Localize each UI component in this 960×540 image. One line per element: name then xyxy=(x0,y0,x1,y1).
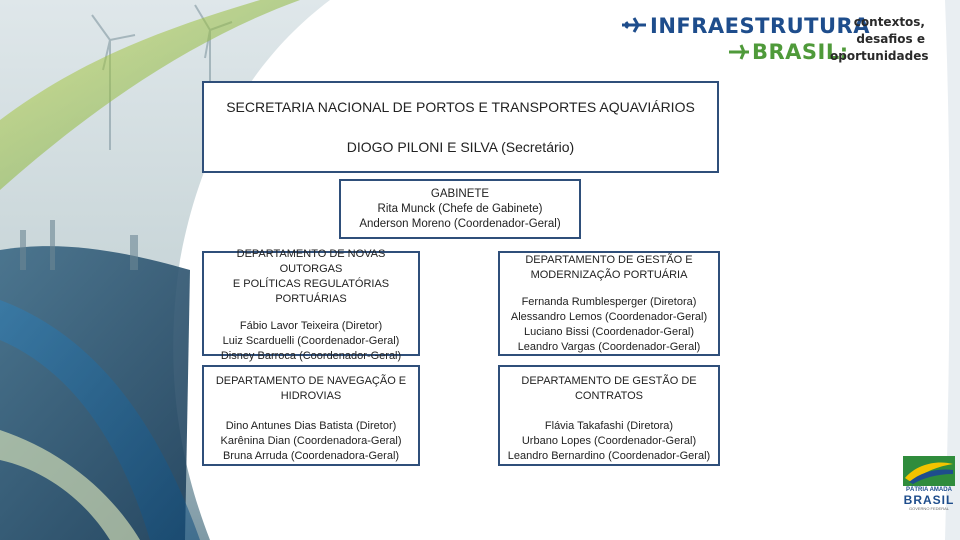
department-name-line: E POLÍTICAS REGULATÓRIAS xyxy=(232,278,390,290)
department-name-line: DEPARTAMENTO DE NOVAS OUTORGAS xyxy=(236,248,386,275)
person: Leandro Bernardino (Coordenador-Geral) xyxy=(507,450,711,462)
department-people xyxy=(500,419,718,464)
tagline-line: contextos, xyxy=(853,15,925,29)
department-name-line: PORTUÁRIAS xyxy=(275,293,347,305)
gabinete-chief: Rita Munck (Chefe de Gabinete) xyxy=(377,203,543,215)
government-logo-line1: PÁTRIA AMADA xyxy=(906,487,952,493)
person: Disney Barroca (Coordenador-Geral) xyxy=(220,350,402,362)
person: Urbano Lopes (Coordenador-Geral) xyxy=(521,435,697,447)
department-name xyxy=(204,374,418,404)
person: Alessandro Lemos (Coordenador-Geral) xyxy=(510,311,708,323)
secretariat-head: DIOGO PILONI E SILVA (Secretário) xyxy=(346,139,575,155)
plus-leaf-icon xyxy=(727,42,751,62)
person-director: Fábio Lavor Teixeira (Diretor) xyxy=(239,320,383,332)
department-name-line: DEPARTAMENTO DE NAVEGAÇÃO E xyxy=(215,375,407,387)
person-director: Dino Antunes Dias Batista (Diretor) xyxy=(225,420,397,432)
gabinete-title: GABINETE xyxy=(430,188,490,200)
person-director: Flávia Takafashi (Diretora) xyxy=(544,420,674,432)
flag-swoosh-icon xyxy=(903,456,955,486)
gabinete-coordinator: Anderson Moreno (Coordenador-Geral) xyxy=(359,218,561,230)
department-name-line: CONTRATOS xyxy=(574,390,644,402)
person: Leandro Vargas (Coordenador-Geral) xyxy=(517,341,701,353)
airplane-icon xyxy=(620,15,648,35)
logo-line1: INFRAESTRUTURA xyxy=(650,14,870,38)
tagline-line: oportunidades xyxy=(830,49,929,63)
department-box-new-concessions xyxy=(202,248,420,362)
department-box-contracts xyxy=(498,365,720,466)
logo-line2: BRASIL: xyxy=(752,40,849,64)
department-box-navigation xyxy=(202,365,420,466)
department-people xyxy=(204,419,418,464)
person: Luciano Bissi (Coordenador-Geral) xyxy=(524,326,694,338)
gabinete-box xyxy=(339,179,581,239)
government-logo-line3: GOVERNO FEDERAL xyxy=(908,506,949,511)
secretariat-box xyxy=(202,81,719,173)
department-name-line: HIDROVIAS xyxy=(280,390,342,402)
person: Karênina Dian (Coordenadora-Geral) xyxy=(220,435,402,447)
department-people xyxy=(500,295,718,355)
government-logo xyxy=(903,456,955,510)
tagline-line: desafios e xyxy=(856,32,925,46)
logo-tagline xyxy=(830,14,929,65)
government-logo-line2: BRASIL xyxy=(903,493,955,507)
person: Bruna Arruda (Coordenadora-Geral) xyxy=(222,450,400,462)
person-director: Fernanda Rumblesperger (Diretora) xyxy=(521,296,697,308)
department-name-line: DEPARTAMENTO DE GESTÃO DE xyxy=(521,375,697,387)
department-name xyxy=(500,253,718,283)
department-name-line: DEPARTAMENTO DE GESTÃO E xyxy=(525,254,693,266)
department-box-port-management xyxy=(498,251,720,356)
department-name xyxy=(500,374,718,404)
person: Luiz Scarduelli (Coordenador-Geral) xyxy=(222,335,400,347)
secretariat-title: SECRETARIA NACIONAL DE PORTOS E TRANSPORTES AQUAVIÁRIOS xyxy=(226,99,695,115)
department-name-line: MODERNIZAÇÃO PORTUÁRIA xyxy=(530,269,688,281)
department-name xyxy=(204,247,418,307)
